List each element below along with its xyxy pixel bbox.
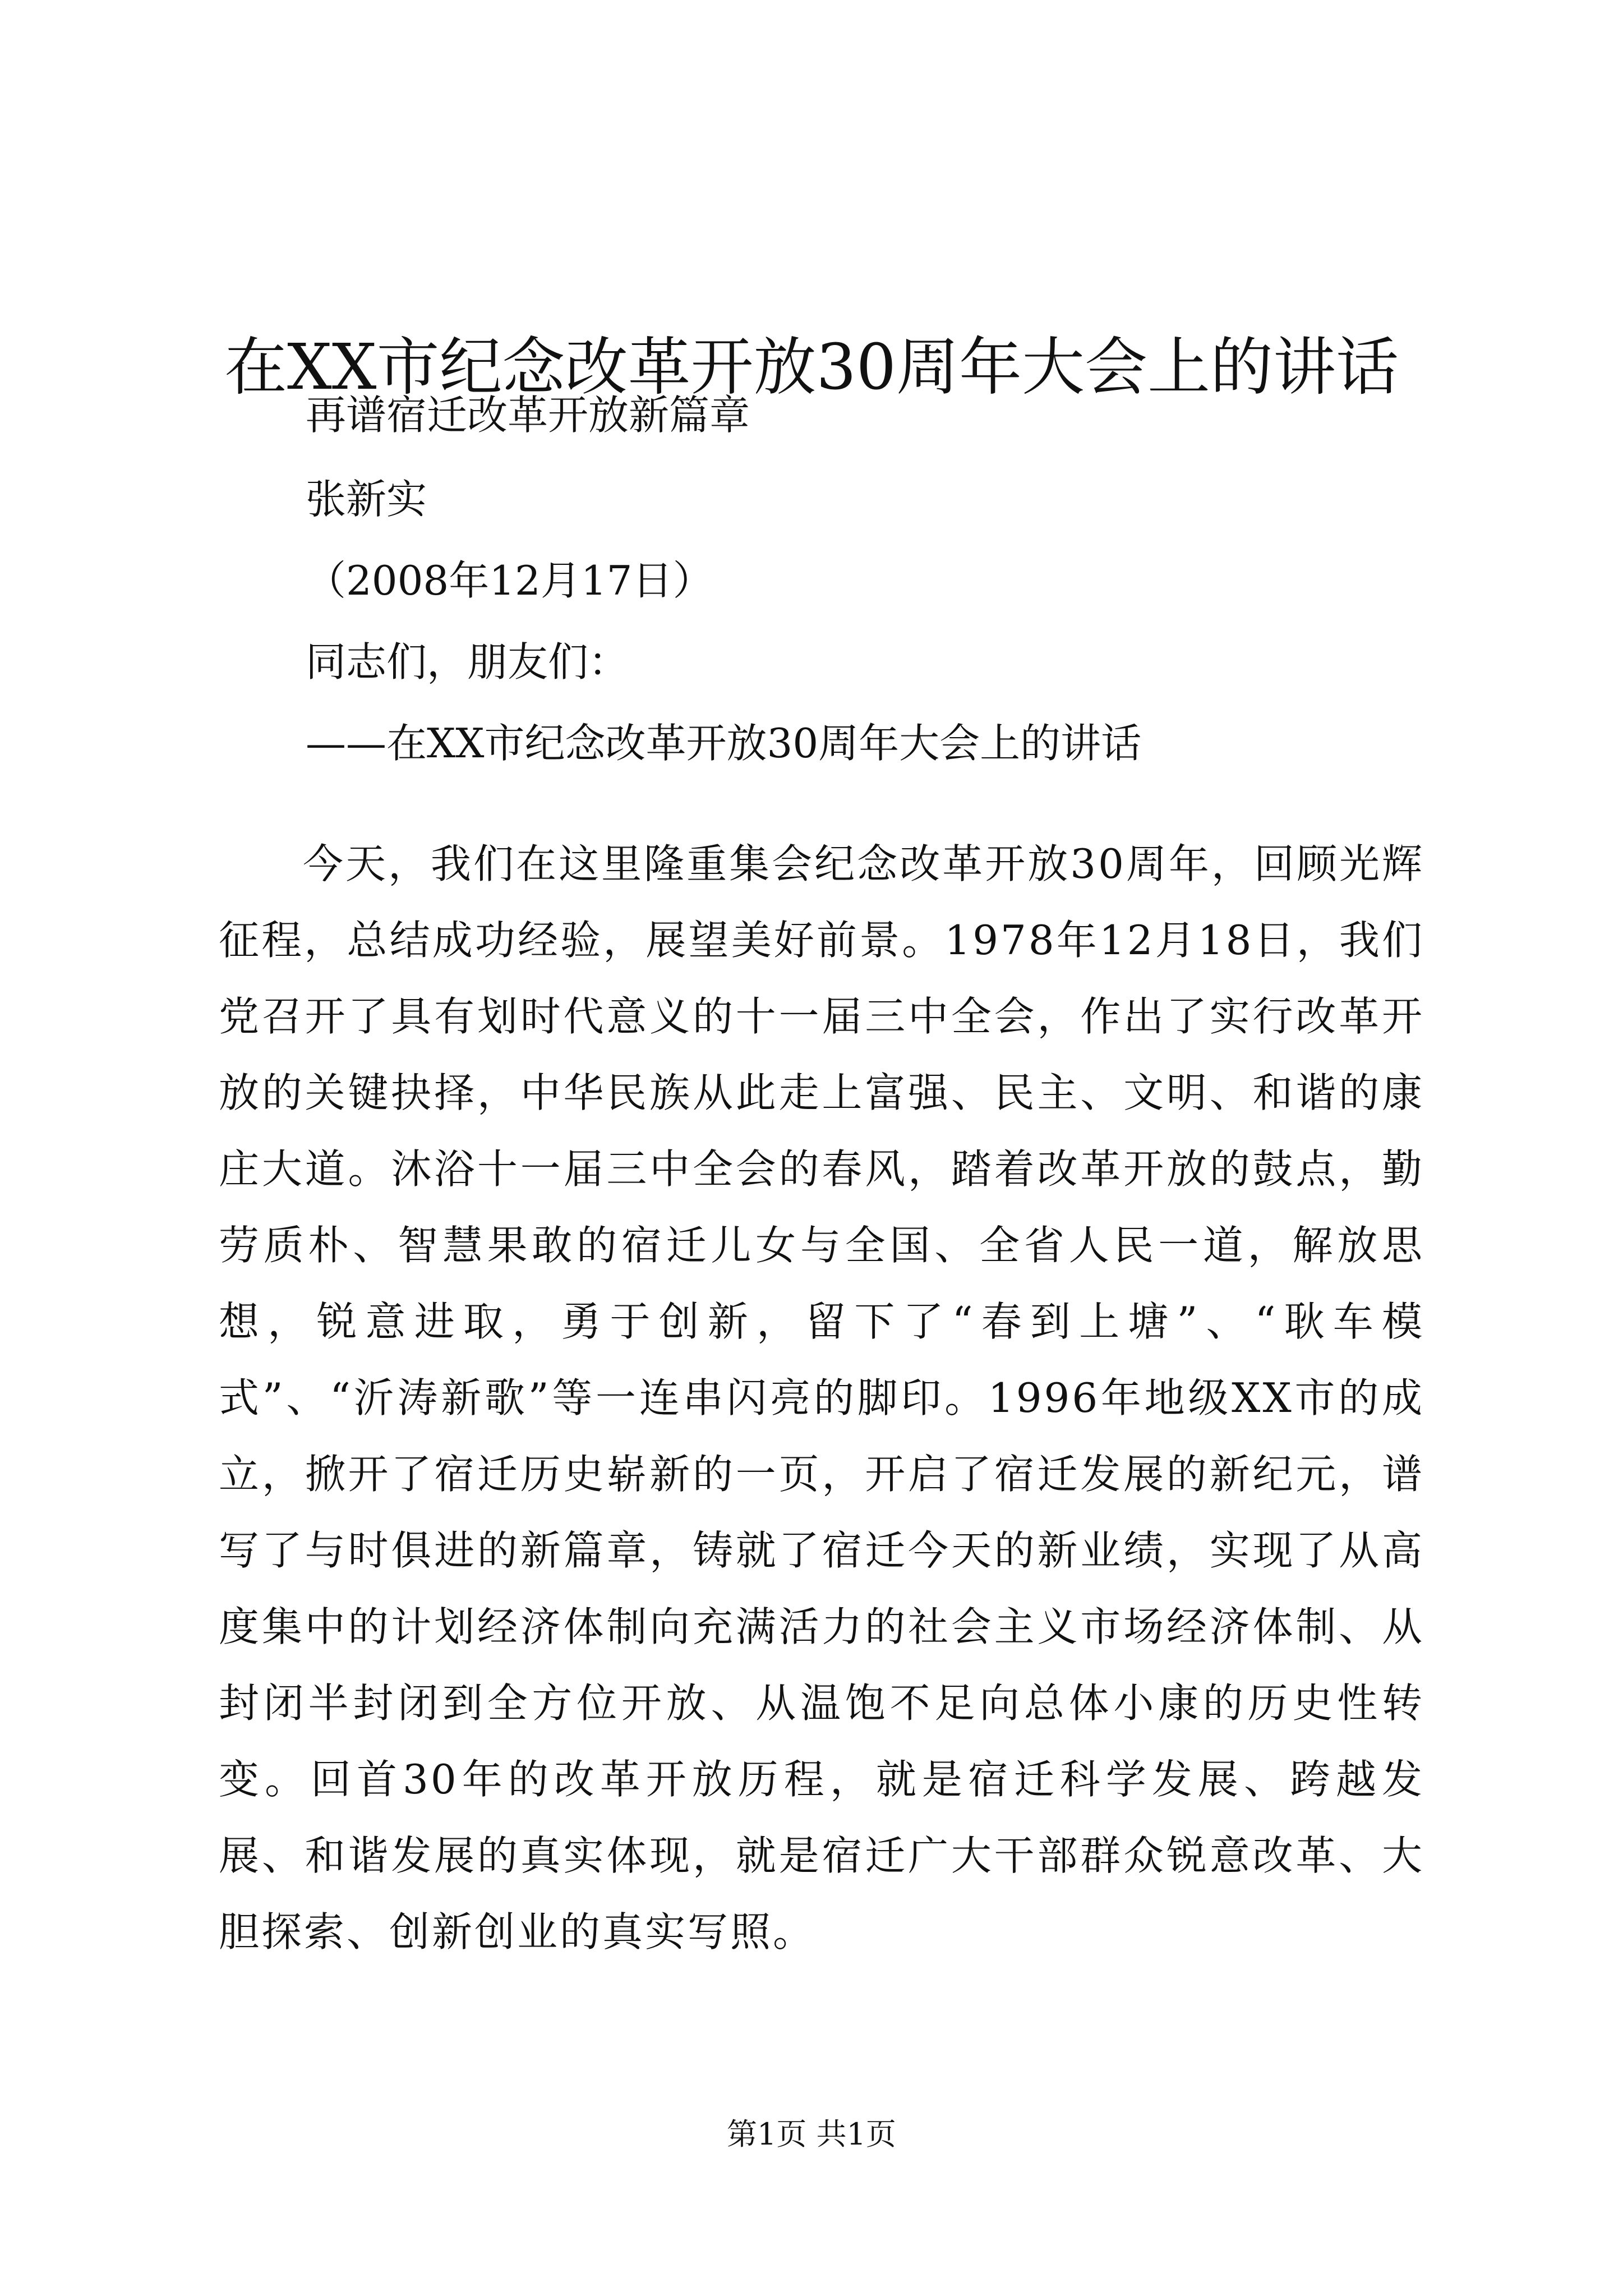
document-salutation: 同志们，朋友们： <box>306 638 629 685</box>
document-title: 在XX市纪念改革开放30周年大会上的讲话 <box>224 331 1399 404</box>
document-date: （2008年12月17日） <box>306 557 713 604</box>
body-paragraph: 今天，我们在这里隆重集会纪念改革开放30周年，回顾光辉征程，总结成功经验，展望美好前景。1978年12月18日，我们党召开了具有划时代意义的十一届三中全会，作出了实行改革开放的关键抉择，中华民族从此走上富强、民主、文明、和谐的康庄大道。沐浴十一届三中全会的春风，踏着改革开放的鼓点，勤劳质朴、智慧果敢的宿迁儿女与全国、全省人民一道，解放思想，锐意进取，勇于创新，留下了“春到上塘”、“耿车模式”、“沂涛新歌”等一连串闪亮的脚印。1996年地级XX市的成立，掀开了宿迁历史崭新的一页，开启了宿迁发展的新纪元，谱写了与时俱进的新篇章，铸就了宿迁今天的新业绩，实现了从高度集中的计划经济体制向充满活力的社会主义市场经济体制、从封闭半封闭到全方位开放、从温饱不足向总体小康的历史性转变。回首30年的改革开放历程，就是宿迁科学发展、跨越发展、和谐发展的真实体现，就是宿迁广大干部群众锐意改革、大胆探索、创新创业的真实写照。 <box>219 840 1424 1955</box>
page-footer: 第1页 共1页 <box>727 2116 896 2152</box>
document-subtitle: 再谱宿迁改革开放新篇章 <box>306 392 750 439</box>
document-author: 张新实 <box>306 476 427 523</box>
document-occasion: ——在XX市纪念改革开放30周年大会上的讲话 <box>306 720 1142 767</box>
